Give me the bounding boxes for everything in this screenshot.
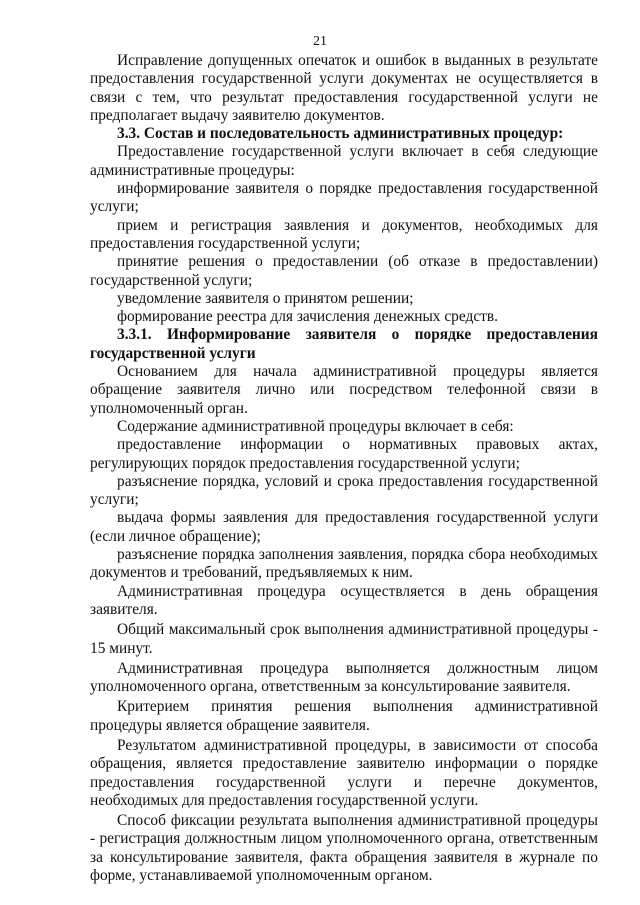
paragraph-result: Результатом административной процедуры, в зависимости от способа обращения, является предоставление заявителю информации о порядке предоставления государственной услуги и перечне документов, необходимых для предоставления государственной услуги. <box>90 736 598 809</box>
list-item-registry: формирование реестра для зачисления денежных средств. <box>117 308 498 326</box>
list-item-informing: информирование заявителя о порядке предоставления государственной услуги; <box>90 180 598 216</box>
paragraph-responsible-officer: Административная процедура выполняется должностным лицом уполномоченного органа, ответственным за консультирование заявителя. <box>90 659 598 696</box>
list-item-reception: прием и регистрация заявления и документов, необходимых для предоставления государственной услуги; <box>90 216 598 252</box>
paragraph-same-day: Административная процедура осуществляется в день обращения заявителя. <box>90 582 598 618</box>
list-item-filling-explanation: разъяснение порядка заполнения заявления, порядка сбора необходимых документов и требований, предъявляемых к ним. <box>90 546 598 582</box>
list-item-notification: уведомление заявителя о принятом решении; <box>117 289 414 307</box>
paragraph-content-intro: Содержание административной процедуры включает в себя: <box>117 417 514 435</box>
section-heading-3-3: 3.3. Состав и последовательность административных процедур: <box>117 125 564 143</box>
paragraph-procedures-intro: Предоставление государственной услуги включает в себя следующие административные процедуры: <box>90 143 598 179</box>
paragraph-criterion: Критерием принятия решения выполнения административной процедуры является обращение заявителя. <box>90 698 598 734</box>
section-heading-3-3-1: 3.3.1. Информирование заявителя о порядке предоставления государственной услуги <box>90 326 598 362</box>
paragraph-fixation-method: Способ фиксации результата выполнения административной процедуры - регистрация должностным лицом уполномоченного органа, ответственным за консультирование заявителя, факта обращения заявителя в журнале по форме, устанавливаемой уполномоченным органом. <box>90 812 598 885</box>
page-body <box>90 52 598 885</box>
list-item-decision: принятие решения о предоставлении (об отказе в предоставлении) государственной услуги; <box>90 253 598 289</box>
list-item-form-issue: выдача формы заявления для предоставления государственной услуги (если личное обращение); <box>90 509 598 545</box>
list-item-legal-acts: предоставление информации о нормативных правовых актах, регулирующих порядок предоставления государственной услуги; <box>90 436 598 472</box>
list-item-explanation: разъяснение порядка, условий и срока предоставления государственной услуги; <box>90 472 598 509</box>
paragraph-grounds: Основанием для начала административной процедуры является обращение заявителя лично или посредством телефонной связи в уполномоченный орган. <box>90 363 598 417</box>
paragraph-max-duration: Общий максимальный срок выполнения административной процедуры - 15 минут. <box>90 621 598 657</box>
paragraph-typo-correction: Исправление допущенных опечаток и ошибок в выданных в результате предоставления государственной услуги документах не осуществляется в связи с тем, что результат предоставления государственной услуги не предполагает выдачу заявителю документов. <box>90 52 598 124</box>
page-number: 21 <box>313 34 327 49</box>
